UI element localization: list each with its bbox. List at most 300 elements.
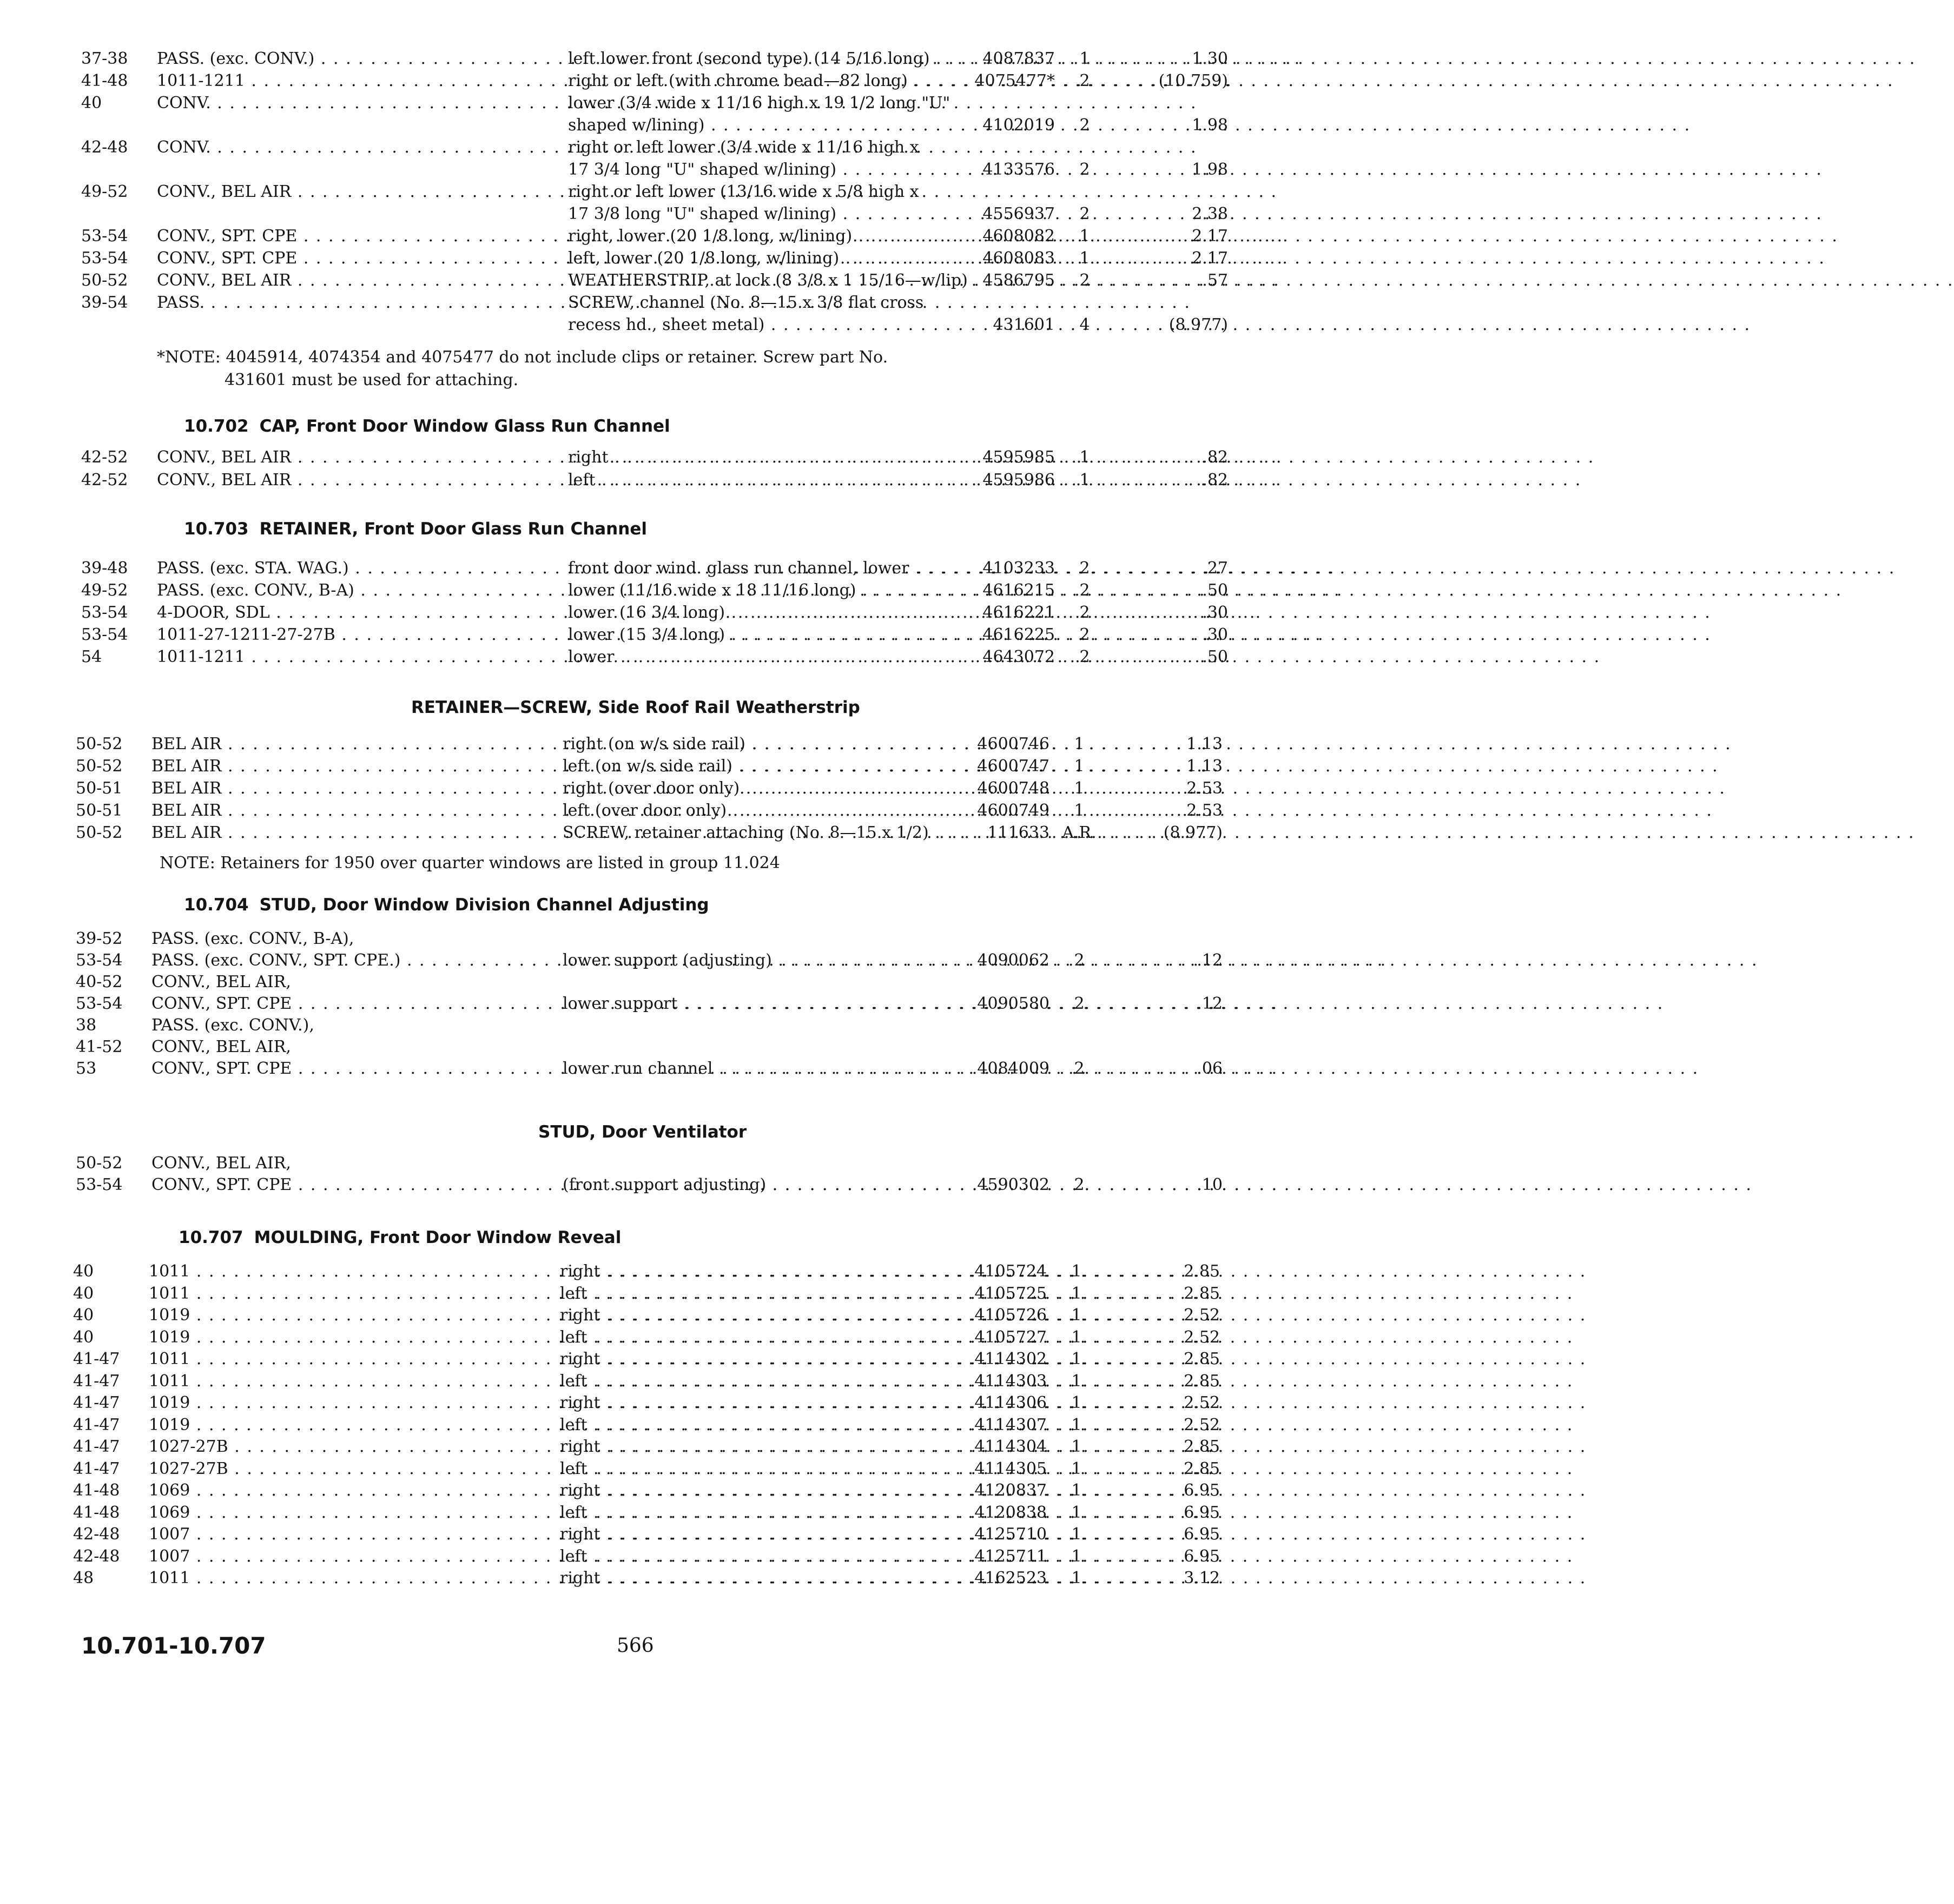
- part-description: right, lower (20 1/8 long, w/lining) . . .: [568, 225, 925, 248]
- section-heading: [179, 1228, 621, 1247]
- part-row: [73, 1304, 1232, 1327]
- part-row: [73, 1479, 1232, 1502]
- note-line: NOTE: Retainers for 1950 over quarter windows are listed in group 11.024: [160, 854, 780, 872]
- part-row: [76, 993, 1232, 1015]
- part-description: lower (15 3/4 long) . . .: [568, 624, 925, 646]
- part-number: 4586795: [982, 271, 1055, 290]
- part-number: 4087837: [982, 49, 1055, 68]
- part-number: 4114307: [974, 1416, 1047, 1434]
- part-row: [76, 1174, 1232, 1196]
- model-name: BEL AIR . . .: [151, 799, 519, 822]
- year-range: 50-52: [76, 823, 123, 842]
- year-range: 41-48: [73, 1503, 120, 1522]
- quantity: 1: [1079, 249, 1090, 268]
- part-description: right . . .: [560, 1304, 917, 1327]
- model-name: CONV., BEL AIR,: [151, 1154, 291, 1173]
- part-description: left . . .: [568, 469, 925, 492]
- price: .27: [1202, 559, 1228, 578]
- section-title: STUD, Door Window Division Channel Adjusting: [259, 895, 709, 915]
- part-row: [81, 601, 1232, 624]
- price: (10.759): [1158, 71, 1228, 90]
- model-name: 1011 . . .: [149, 1567, 517, 1590]
- part-number: 4102019: [982, 116, 1055, 135]
- model-name: 1011-1211 . . .: [157, 646, 525, 669]
- year-range: 53-54: [76, 1175, 123, 1194]
- price: .30: [1202, 625, 1228, 644]
- section-heading: [184, 895, 709, 915]
- section-heading: [411, 698, 860, 717]
- model-name: CONV., SPT. CPE . . .: [151, 993, 519, 1015]
- part-number: 4090580: [977, 994, 1049, 1013]
- page-number: 566: [617, 1635, 654, 1657]
- part-row: [81, 624, 1232, 646]
- year-range: 42-52: [81, 448, 128, 467]
- year-range: 38: [76, 1016, 97, 1035]
- price: .12: [1197, 951, 1223, 970]
- part-description: right or left (with chrome bead—82 long) . . .: [568, 70, 925, 92]
- quantity: 2: [1079, 559, 1090, 578]
- year-range: 39-54: [81, 293, 128, 312]
- model-name: CONV., BEL AIR . . .: [157, 469, 525, 492]
- part-description: left . . .: [560, 1414, 917, 1437]
- year-range: 40: [73, 1284, 94, 1303]
- section-title: STUD, Door Ventilator: [538, 1122, 747, 1142]
- quantity: 1: [1071, 1262, 1082, 1281]
- price: .50: [1202, 581, 1228, 600]
- model-name: CONV., BEL AIR . . .: [157, 269, 525, 292]
- quantity: 1: [1071, 1569, 1082, 1588]
- model-name: 1007 . . .: [149, 1545, 517, 1568]
- part-description: lower . . .: [568, 646, 925, 669]
- quantity: 1: [1071, 1525, 1082, 1544]
- part-description: lower (3/4 wide x 11/16 high x 19 1/2 long "U": [568, 94, 950, 113]
- model-name: PASS. (exc. CONV., B-A),: [151, 929, 354, 948]
- model-name: CONV. . . .: [157, 92, 525, 115]
- part-number: 4084009: [977, 1059, 1049, 1078]
- year-range: 39-48: [81, 559, 128, 578]
- part-number: 4120837: [974, 1481, 1047, 1500]
- model-name: BEL AIR . . .: [151, 777, 519, 800]
- part-description: lower support (adjusting) . . .: [563, 949, 920, 972]
- part-number: 4105725: [974, 1284, 1047, 1303]
- section-title: RETAINER, Front Door Glass Run Channel: [259, 519, 647, 539]
- quantity: 1: [1079, 448, 1090, 467]
- year-range: 41-47: [73, 1372, 120, 1391]
- part-row: [73, 1567, 1232, 1590]
- section-number: 10.707: [179, 1228, 243, 1247]
- part-number: 4643072: [982, 647, 1055, 666]
- part-number: 4090062: [977, 951, 1049, 970]
- part-row: [73, 1370, 1232, 1393]
- part-description: right (over door only) . . .: [563, 777, 920, 800]
- model-name: PASS. (exc. CONV., SPT. CPE.) . . .: [151, 949, 519, 972]
- year-range: 40: [73, 1306, 94, 1325]
- year-range: 41-47: [73, 1437, 120, 1456]
- part-row: [76, 1014, 1232, 1037]
- quantity: 1: [1074, 757, 1085, 776]
- part-row: [81, 579, 1232, 602]
- price: 2.38: [1192, 204, 1228, 223]
- model-name: PASS. (exc. CONV., B-A) . . .: [157, 579, 525, 602]
- price: 1.13: [1186, 757, 1223, 776]
- part-row: [73, 1545, 1232, 1568]
- quantity: 2: [1074, 994, 1085, 1013]
- part-number: 4075477*: [974, 71, 1055, 90]
- part-description: lower run channel . . .: [563, 1057, 920, 1080]
- part-row: [81, 469, 1232, 492]
- year-range: 41-47: [73, 1350, 120, 1368]
- part-description: (front support adjusting) . . .: [563, 1174, 920, 1196]
- part-description: SCREW, retainer attaching (No. 8—15 x 1/2) . . .: [563, 822, 920, 844]
- year-range: 42-48: [73, 1547, 120, 1566]
- price: .06: [1197, 1059, 1223, 1078]
- part-number: 4114306: [974, 1393, 1047, 1412]
- part-number: 4556937: [982, 204, 1055, 223]
- price: 1.13: [1186, 735, 1223, 753]
- price: .30: [1202, 603, 1228, 622]
- part-row: [81, 114, 1232, 137]
- part-number: 4114302: [974, 1350, 1047, 1368]
- quantity: 2: [1079, 625, 1090, 644]
- price: 2.85: [1184, 1437, 1220, 1456]
- model-name: 1019 . . .: [149, 1304, 517, 1327]
- part-description: left . . .: [560, 1458, 917, 1480]
- price: (8.977): [1163, 823, 1223, 842]
- part-row: [81, 446, 1232, 469]
- section-number: 10.703: [184, 519, 249, 539]
- part-number: 4595985: [982, 448, 1055, 467]
- note-line: *NOTE: 4045914, 4074354 and 4075477 do not include clips or retainer. Screw part No.: [157, 348, 888, 367]
- part-description: right . . .: [560, 1523, 917, 1546]
- price: .82: [1202, 471, 1228, 490]
- year-range: 40: [73, 1328, 94, 1347]
- part-number: 4114305: [974, 1459, 1047, 1478]
- quantity: 1: [1071, 1328, 1082, 1347]
- price: 2.52: [1184, 1306, 1220, 1325]
- part-description: front door wind. glass run channel, lower . . .: [568, 557, 925, 580]
- price: 6.95: [1184, 1503, 1220, 1522]
- part-row: [73, 1502, 1232, 1524]
- quantity: 2: [1079, 71, 1090, 90]
- year-range: 53-54: [81, 227, 128, 246]
- year-range: 42-48: [81, 138, 128, 157]
- quantity: 1: [1071, 1284, 1082, 1303]
- model-name: PASS. (exc. CONV.) . . .: [157, 48, 525, 70]
- model-name: 1007 . . .: [149, 1523, 517, 1546]
- quantity: 1: [1071, 1437, 1082, 1456]
- part-row: [76, 928, 1232, 950]
- model-name: BEL AIR . . .: [151, 733, 519, 756]
- quantity: 2: [1079, 160, 1090, 179]
- part-number: 4616215: [982, 581, 1055, 600]
- part-description: right . . .: [560, 1567, 917, 1590]
- year-range: 50-52: [81, 271, 128, 290]
- quantity: 1: [1071, 1459, 1082, 1478]
- price: 2.85: [1184, 1372, 1220, 1391]
- part-description: lower (11/16 wide x 18 11/16 long) . . .: [568, 579, 925, 602]
- part-number: 4590302: [977, 1175, 1049, 1194]
- part-description: lower (16 3/4 long) . . .: [568, 601, 925, 624]
- part-row: [81, 92, 1232, 115]
- section-title: RETAINER—SCREW, Side Roof Rail Weatherstrip: [411, 698, 860, 717]
- model-name: PASS. . . .: [157, 292, 525, 314]
- part-row: [76, 777, 1232, 800]
- part-row: [76, 949, 1232, 972]
- year-range: 50-51: [76, 779, 123, 798]
- part-row: [81, 247, 1232, 270]
- quantity: 2: [1074, 1059, 1085, 1078]
- quantity: 2: [1079, 271, 1090, 290]
- part-row: [81, 314, 1232, 336]
- part-number: 4600749: [977, 801, 1049, 820]
- year-range: 53-54: [81, 249, 128, 268]
- part-description: left . . .: [560, 1502, 917, 1524]
- part-description: left . . .: [560, 1282, 917, 1305]
- part-description: lower support . . .: [563, 993, 920, 1015]
- section-title: CAP, Front Door Window Glass Run Channel: [259, 416, 670, 436]
- part-description: 17 3/8 long "U" shaped w/lining) . . .: [568, 203, 925, 226]
- year-range: 50-52: [76, 735, 123, 753]
- year-range: 49-52: [81, 581, 128, 600]
- price: (8.977): [1169, 315, 1228, 334]
- part-row: [76, 1036, 1232, 1059]
- quantity: 4: [1079, 315, 1090, 334]
- part-number: 4120838: [974, 1503, 1047, 1522]
- quantity: 1: [1074, 779, 1085, 798]
- model-name: BEL AIR . . .: [151, 755, 519, 778]
- part-row: [81, 48, 1232, 70]
- quantity: 2: [1079, 647, 1090, 666]
- price: 6.95: [1184, 1525, 1220, 1544]
- part-description: right (on w/s side rail) . . .: [563, 733, 920, 756]
- model-name: 1069 . . .: [149, 1502, 517, 1524]
- part-description: SCREW, channel (No. 8—15 x 3/8 flat cross: [568, 293, 924, 312]
- part-number: 4608083: [982, 249, 1055, 268]
- model-name: 1069 . . .: [149, 1479, 517, 1502]
- part-row: [73, 1348, 1232, 1371]
- model-name: CONV., BEL AIR . . .: [157, 181, 525, 203]
- model-name: 1011 . . .: [149, 1282, 517, 1305]
- part-number: 4595986: [982, 471, 1055, 490]
- price: 6.95: [1184, 1481, 1220, 1500]
- year-range: 53-54: [76, 994, 123, 1013]
- quantity: 2: [1074, 1175, 1085, 1194]
- model-name: CONV., SPT. CPE . . .: [157, 247, 525, 270]
- price: 2.52: [1184, 1416, 1220, 1434]
- part-description: 17 3/4 long "U" shaped w/lining) . . .: [568, 158, 925, 181]
- part-number: 4114304: [974, 1437, 1047, 1456]
- year-range: 40-52: [76, 973, 123, 991]
- part-number: 4105726: [974, 1306, 1047, 1325]
- section-number: 10.702: [184, 416, 249, 436]
- part-number: 4616221: [982, 603, 1055, 622]
- year-range: 42-52: [81, 471, 128, 490]
- part-description: shaped w/lining) . . .: [568, 114, 925, 137]
- model-name: 1019 . . .: [149, 1414, 517, 1437]
- price: 2.53: [1186, 801, 1223, 820]
- price: 2.52: [1184, 1328, 1220, 1347]
- part-description: right . . .: [560, 1479, 917, 1502]
- year-range: 41-48: [81, 71, 128, 90]
- price: 1.30: [1192, 49, 1228, 68]
- part-description: WEATHERSTRIP, at lock (8 3/8 x 1 15/16—w/lip) . . .: [568, 269, 925, 292]
- part-description: left (over door only) . . .: [563, 799, 920, 822]
- part-description: right or left lower (3/4 wide x 11/16 high x: [568, 138, 919, 157]
- part-number: 4133576: [982, 160, 1055, 179]
- quantity: 2: [1079, 581, 1090, 600]
- model-name: CONV., SPT. CPE . . .: [151, 1174, 519, 1196]
- part-number: 4162523: [974, 1569, 1047, 1588]
- quantity: 1: [1074, 801, 1085, 820]
- section-heading: [538, 1122, 747, 1142]
- part-description: left (on w/s side rail) . . .: [563, 755, 920, 778]
- quantity: 2: [1074, 951, 1085, 970]
- model-name: 1011-1211 . . .: [157, 70, 525, 92]
- year-range: 40: [73, 1262, 94, 1281]
- part-description: left . . .: [560, 1545, 917, 1568]
- model-name: CONV., SPT. CPE . . .: [157, 225, 525, 248]
- year-range: 49-52: [81, 182, 128, 201]
- group-range-footer: 10.701-10.707: [81, 1632, 266, 1659]
- year-range: 53-54: [81, 603, 128, 622]
- model-name: 1011-27-1211-27-27B . . .: [157, 624, 525, 646]
- part-number: 4114303: [974, 1372, 1047, 1391]
- price: .10: [1197, 1175, 1223, 1194]
- price: 2.52: [1184, 1393, 1220, 1412]
- price: 2.85: [1184, 1262, 1220, 1281]
- model-name: CONV., BEL AIR,: [151, 973, 291, 991]
- price: 2.17: [1192, 249, 1228, 268]
- price: 6.95: [1184, 1547, 1220, 1566]
- year-range: 41-47: [73, 1459, 120, 1478]
- section-title: MOULDING, Front Door Window Reveal: [254, 1228, 622, 1247]
- year-range: 53-54: [76, 951, 123, 970]
- part-row: [76, 971, 1232, 994]
- part-description: right . . .: [568, 446, 925, 469]
- part-number: 4103233: [982, 559, 1055, 578]
- price: .82: [1202, 448, 1228, 467]
- price: 3.12: [1184, 1569, 1220, 1588]
- price: .50: [1202, 647, 1228, 666]
- model-name: CONV., BEL AIR,: [151, 1037, 291, 1056]
- part-row: [76, 755, 1232, 778]
- year-range: 50-52: [76, 757, 123, 776]
- part-number: 4125711: [974, 1547, 1047, 1566]
- part-number: 4125710: [974, 1525, 1047, 1544]
- price: 2.85: [1184, 1350, 1220, 1368]
- part-description: recess hd., sheet metal) . . .: [568, 314, 925, 336]
- price: .12: [1197, 994, 1223, 1013]
- part-row: [81, 269, 1232, 292]
- part-description: left . . .: [560, 1326, 917, 1349]
- part-number: 431601: [993, 315, 1055, 334]
- quantity: 1: [1079, 227, 1090, 246]
- part-row: [73, 1326, 1232, 1349]
- part-row: [81, 181, 1232, 203]
- part-description: right or left lower (13/16 wide x 5/8 high x: [568, 182, 919, 201]
- part-description: right . . .: [560, 1436, 917, 1458]
- quantity: 1: [1071, 1416, 1082, 1434]
- part-row: [81, 70, 1232, 92]
- price: 1.98: [1192, 160, 1228, 179]
- year-range: 41-47: [73, 1393, 120, 1412]
- year-range: 39-52: [76, 929, 123, 948]
- part-row: [76, 1057, 1232, 1080]
- part-number: 4608082: [982, 227, 1055, 246]
- quantity: 1: [1071, 1306, 1082, 1325]
- year-range: 53-54: [81, 625, 128, 644]
- quantity: A.R.: [1062, 823, 1097, 842]
- part-row: [76, 733, 1232, 756]
- model-name: 1011 . . .: [149, 1370, 517, 1393]
- part-number: 4105724: [974, 1262, 1047, 1281]
- price: 1.98: [1192, 116, 1228, 135]
- model-name: 1011 . . .: [149, 1260, 517, 1283]
- year-range: 41-48: [73, 1481, 120, 1500]
- part-row: [73, 1260, 1232, 1283]
- model-name: 1027-27B . . .: [149, 1458, 517, 1480]
- model-name: 1019 . . .: [149, 1392, 517, 1414]
- year-range: 48: [73, 1569, 94, 1588]
- part-description: left lower front (second type) (14 5/16 long) . . .: [568, 48, 925, 70]
- quantity: 1: [1074, 735, 1085, 753]
- price: 2.85: [1184, 1459, 1220, 1478]
- part-row: [73, 1458, 1232, 1480]
- note-line: 431601 must be used for attaching.: [225, 371, 519, 389]
- model-name: PASS. (exc. STA. WAG.) . . .: [157, 557, 525, 580]
- part-row: [76, 1152, 1232, 1175]
- part-description: left, lower (20 1/8 long, w/lining) . . .: [568, 247, 925, 270]
- year-range: 54: [81, 647, 102, 666]
- year-range: 41-47: [73, 1416, 120, 1434]
- part-row: [81, 203, 1232, 226]
- year-range: 41-52: [76, 1037, 123, 1056]
- part-number: 4600748: [977, 779, 1049, 798]
- part-row: [81, 136, 1232, 159]
- part-description: right . . .: [560, 1392, 917, 1414]
- quantity: 1: [1079, 471, 1090, 490]
- quantity: 2: [1079, 204, 1090, 223]
- part-number: 4105727: [974, 1328, 1047, 1347]
- model-name: 1019 . . .: [149, 1326, 517, 1349]
- year-range: 42-48: [73, 1525, 120, 1544]
- quantity: 1: [1071, 1350, 1082, 1368]
- part-row: [73, 1282, 1232, 1305]
- model-name: CONV., SPT. CPE . . .: [151, 1057, 519, 1080]
- part-description: right . . .: [560, 1348, 917, 1371]
- part-row: [76, 799, 1232, 822]
- part-description: left . . .: [560, 1370, 917, 1393]
- price: 2.85: [1184, 1284, 1220, 1303]
- part-row: [81, 158, 1232, 181]
- quantity: 2: [1079, 603, 1090, 622]
- part-row: [81, 225, 1232, 248]
- part-number: 4616225: [982, 625, 1055, 644]
- quantity: 1: [1071, 1547, 1082, 1566]
- section-heading: [184, 519, 647, 539]
- year-range: 40: [81, 94, 102, 113]
- section-number: 10.704: [184, 895, 249, 915]
- part-row: [81, 292, 1232, 314]
- model-name: 4-DOOR, SDL . . .: [157, 601, 525, 624]
- part-row: [76, 822, 1232, 844]
- model-name: PASS. (exc. CONV.),: [151, 1016, 314, 1035]
- price: .57: [1202, 271, 1228, 290]
- part-number: 4600747: [977, 757, 1049, 776]
- model-name: 1027-27B . . .: [149, 1436, 517, 1458]
- model-name: BEL AIR . . .: [151, 822, 519, 844]
- part-row: [81, 646, 1232, 669]
